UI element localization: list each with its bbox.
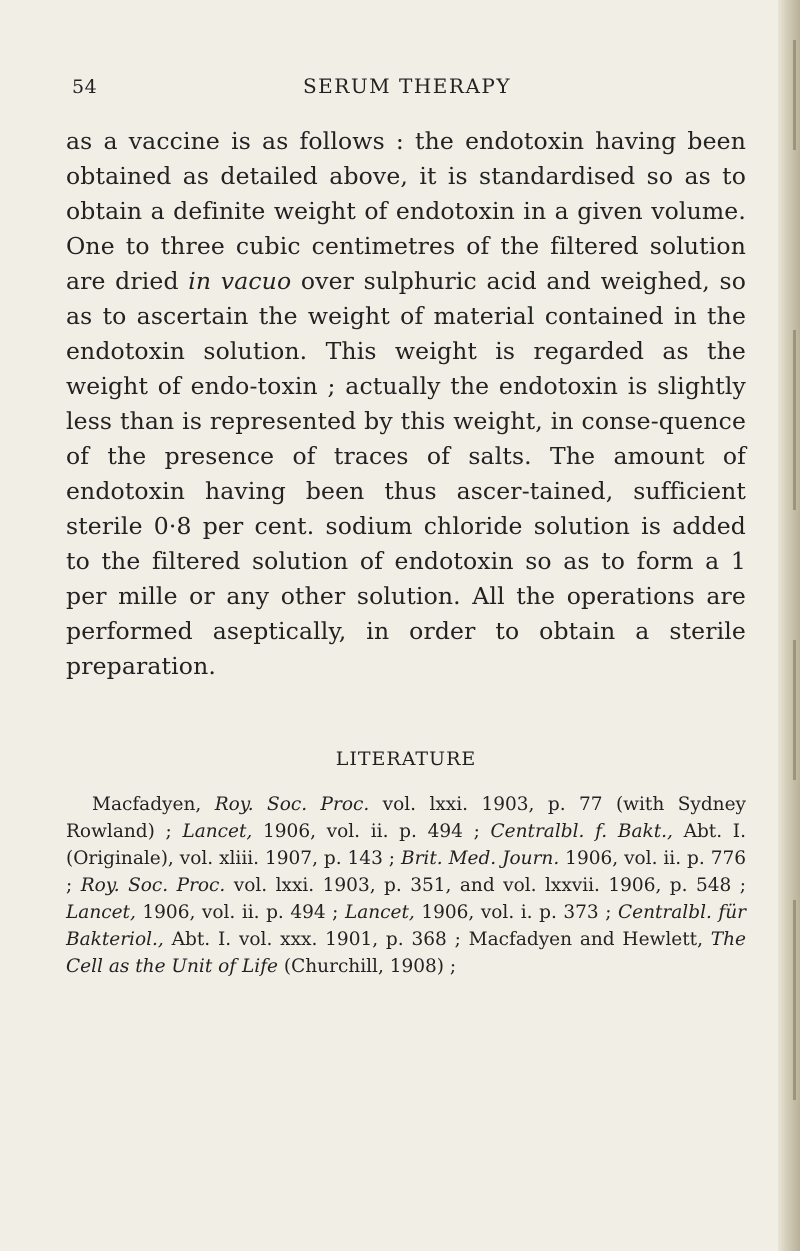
ref-journal: Brit. Med. Journ. [400, 848, 560, 869]
page-edge-stripe [793, 330, 796, 510]
ref-text: 1906, vol. ii. p. 776 ; [66, 848, 747, 896]
ref-text: Abt. I. vol. xxx. 1901, p. 368 ; Macfadyen and Hewlett, [163, 929, 711, 950]
body-paragraph [66, 124, 746, 684]
body-text-segment: over sulphuric acid and weighed, so as to ascertain the weight of material contained in the endotoxin solution. This weight is regarded as the weight of endo-toxin ; actually the endotoxin is slightly less than is represented by this weight, in conse-quence of the presence of traces of salts. The amount of endotoxin having been thus ascer-tained, sufficient sterile 0·8 per cent. sodium chloride solution is added to the filtered solution of endotoxin so as to form a 1 per mille or any other solution. All the operations are performed aseptically, in order to obtain a sterile preparation. [66, 267, 746, 680]
ref-text: Macfadyen, [92, 794, 215, 815]
page-edge-stripe [793, 640, 796, 780]
literature-references [66, 791, 746, 980]
page-number: 54 [72, 76, 98, 98]
ref-text: vol. lxxi. 1903, p. 351, and vol. lxxvii. 1906, p. 548 ; [225, 875, 746, 896]
running-head: SERUM THERAPY [302, 74, 512, 98]
ref-text: 1906, vol. ii. p. 494 ; [252, 821, 491, 842]
ref-journal: Lancet, [344, 902, 415, 923]
ref-journal: Centralbl. für Bakteriol., [66, 902, 747, 950]
ref-journal: Lancet, [66, 902, 136, 923]
page-edge-shadow [778, 0, 800, 1251]
body-italic-phrase: in vacuo [188, 267, 292, 295]
ref-journal: Roy. Soc. Proc. [80, 875, 226, 896]
ref-text: (Churchill, 1908) ; [278, 956, 457, 977]
ref-book-title: The Cell as the Unit of Life [66, 929, 746, 977]
ref-journal: Lancet, [182, 821, 253, 842]
page-edge-stripe [793, 900, 796, 1100]
ref-text: 1906, vol. i. p. 373 ; [414, 902, 618, 923]
ref-text: vol. lxxi. 1903, p. 77 (with Sydney Rowland) ; [66, 794, 746, 842]
page-edge-stripe [793, 40, 796, 150]
ref-text: Abt. I. (Originale), vol. xliii. 1907, p. 143 ; [66, 821, 746, 869]
page-header [72, 70, 742, 106]
ref-journal: Roy. Soc. Proc. [214, 794, 370, 815]
ref-journal: Centralbl. f. Bakt., [490, 821, 673, 842]
literature-heading: LITERATURE [335, 748, 477, 770]
body-text-segment: as a vaccine is as follows : the endotoxin having been obtained as detailed above, it is standardised so as to obtain a definite weight of endotoxin in a given volume. One to three cubic centimetres of the filtered solution are dried [66, 127, 746, 295]
ref-text: 1906, vol. ii. p. 494 ; [135, 902, 345, 923]
